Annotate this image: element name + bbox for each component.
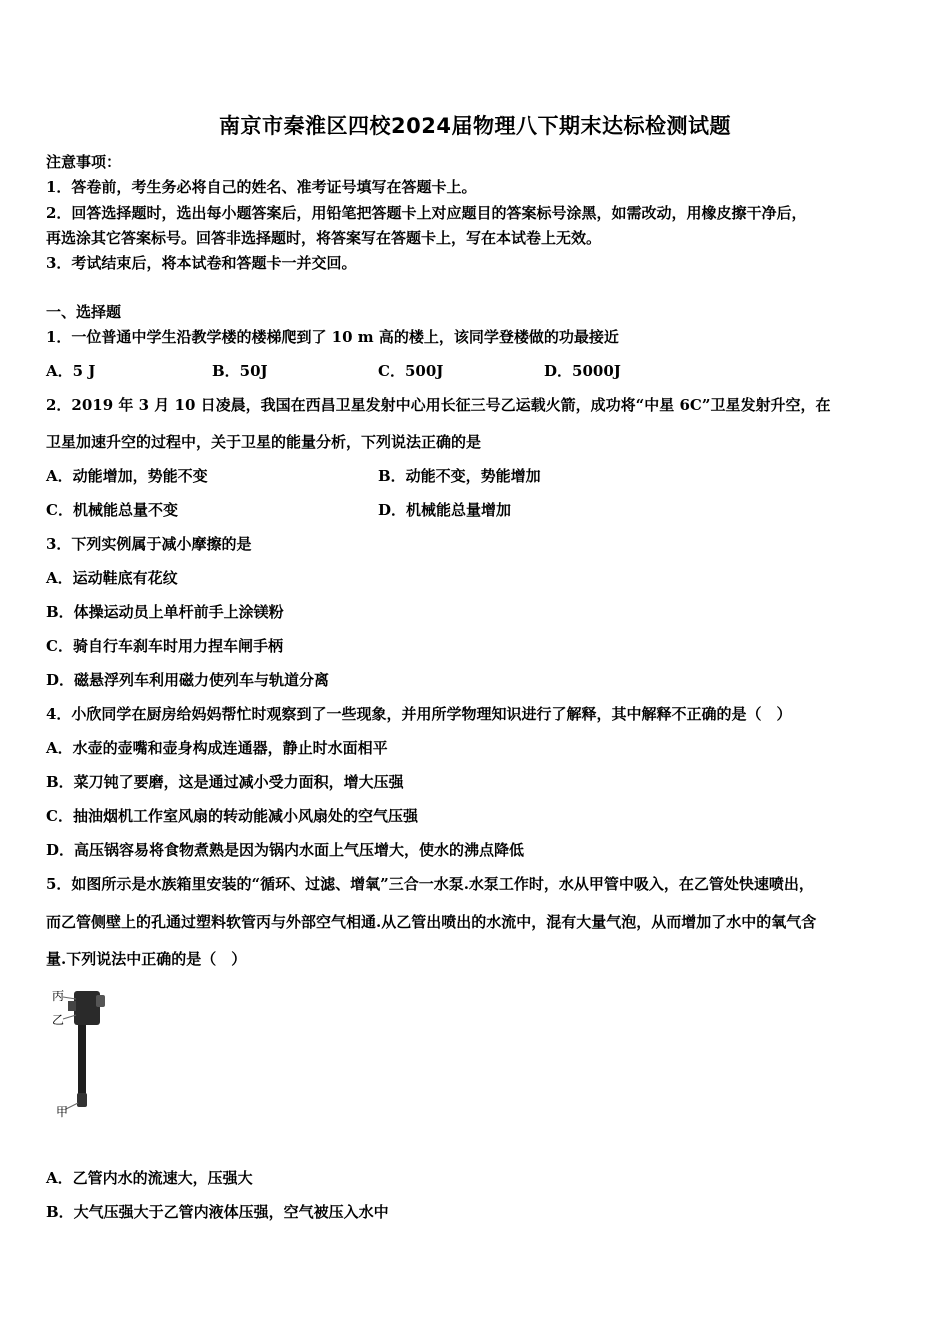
- q2-option-c: C．机械能总量不变: [46, 501, 178, 519]
- q1-option-c: C．500J: [378, 362, 444, 380]
- label-yi: 乙: [52, 1013, 65, 1027]
- q2-stem: 卫星加速升空的过程中，关于卫星的能量分析，下列说法正确的是: [46, 433, 482, 451]
- notes-item: 1．答卷前，考生务必将自己的姓名、准考证号填写在答题卡上。: [46, 178, 477, 196]
- notes-item: 2．回答选择题时，选出每小题答案后，用铅笔把答题卡上对应题目的答案标号涂黑，如需改动，用橡皮擦干净后，: [46, 204, 807, 222]
- q3-stem: 3．下列实例属于减小摩擦的是: [46, 535, 252, 553]
- q5-stem: 而乙管侧壁上的孔通过塑料软管丙与外部空气相通.从乙管出喷出的水流中，混有大量气泡，从而增加了水中的氧气含: [46, 913, 817, 931]
- label-jia: 甲: [56, 1105, 69, 1119]
- label-bing: 丙: [52, 989, 65, 1003]
- q5-stem: 量.下列说法中正确的是（ ）: [46, 950, 247, 968]
- q3-option-a: A．运动鞋底有花纹: [46, 569, 178, 587]
- q2-option-b: B．动能不变，势能增加: [378, 467, 541, 485]
- q4-option-d: D．高压锅容易将食物煮熟是因为锅内水面上气压增大，使水的沸点降低: [46, 841, 525, 859]
- section-heading: 一、选择题: [46, 303, 122, 321]
- page-title: 南京市秦淮区四校2024届物理八下期末达标检测试题: [219, 114, 731, 138]
- q4-stem: 4．小欣同学在厨房给妈妈帮忙时观察到了一些现象，并用所学物理知识进行了解释，其中解释不正确的是（ ）: [46, 705, 792, 723]
- q2-stem: 2．2019 年 3 月 10 日凌晨，我国在西昌卫星发射中心用长征三号乙运载火箭，成功将“中星 6C”卫星发射升空，在: [46, 396, 831, 414]
- q1-option-d: D．5000J: [544, 362, 621, 380]
- q1-stem: 1．一位普通中学生沿教学楼的楼梯爬到了 10 m 高的楼上，该同学登楼做的功最接近: [46, 328, 619, 346]
- water-pump-figure: [46, 985, 116, 1125]
- q3-option-b: B．体操运动员上单杆前手上涂镁粉: [46, 603, 284, 621]
- q4-option-a: A．水壶的壶嘴和壶身构成连通器，静止时水面相平: [46, 739, 388, 757]
- notes-item: 3．考试结束后，将本试卷和答题卡一并交回。: [46, 254, 357, 272]
- q3-option-c: C．骑自行车刹车时用力捏车闸手柄: [46, 637, 283, 655]
- q1-option-b: B．50J: [212, 362, 268, 380]
- q2-option-d: D．机械能总量增加: [378, 501, 512, 519]
- q4-option-c: C．抽油烟机工作室风扇的转动能减小风扇处的空气压强: [46, 807, 418, 825]
- q3-option-d: D．磁悬浮列车利用磁力使列车与轨道分离: [46, 671, 330, 689]
- q5-option-b: B．大气压强大于乙管内液体压强，空气被压入水中: [46, 1203, 389, 1221]
- notes-item: 再选涂其它答案标号。回答非选择题时，将答案写在答题卡上，写在本试卷上无效。: [46, 229, 602, 247]
- q5-stem: 5．如图所示是水族箱里安装的“循环、过滤、增氧”三合一水泵.水泵工作时，水从甲管中吸入，在乙管处快速喷出，: [46, 875, 814, 893]
- notes-heading: 注意事项：: [46, 153, 122, 171]
- q5-option-a: A．乙管内水的流速大，压强大: [46, 1169, 253, 1187]
- q4-option-b: B．菜刀钝了要磨，这是通过减小受力面积，增大压强: [46, 773, 404, 791]
- q2-option-a: A．动能增加，势能不变: [46, 467, 208, 485]
- q1-option-a: A．5 J: [46, 362, 96, 380]
